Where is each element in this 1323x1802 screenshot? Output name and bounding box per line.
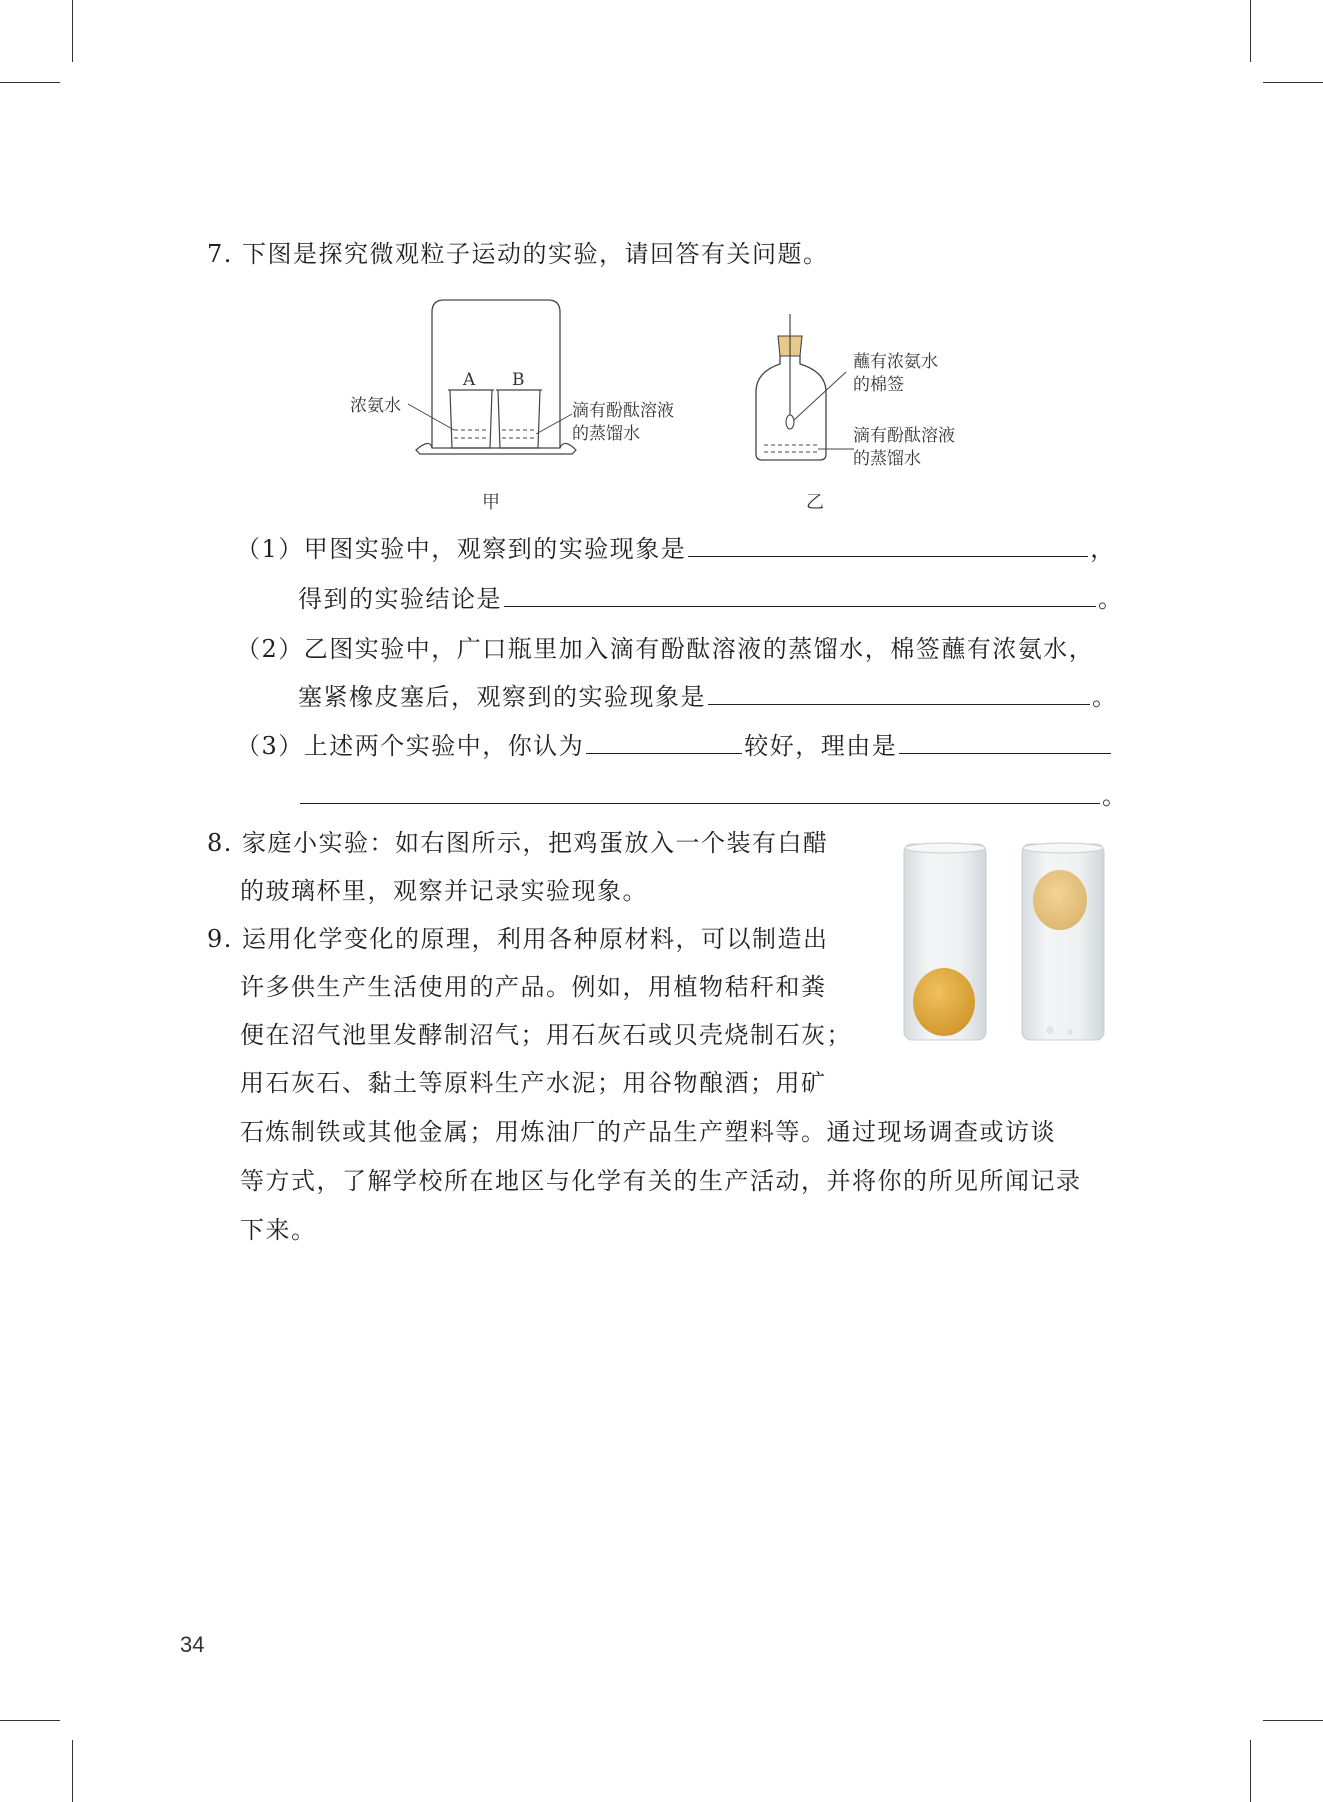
answer-blank[interactable] <box>300 781 1100 804</box>
jia-label-a: A <box>463 370 476 390</box>
jia-right-label-2: 的蒸馏水 <box>572 424 640 444</box>
crop-mark <box>72 0 73 62</box>
crop-mark <box>1250 0 1251 62</box>
yi-top-label-2: 的棉签 <box>853 375 904 395</box>
jia-right-label-1: 滴有酚酞溶液 <box>572 401 674 421</box>
q9-line2: 许多供生产生活使用的产品。例如，用植物秸秆和粪 <box>240 973 827 1001</box>
q7-sub3-line1 <box>236 731 1113 761</box>
egg-vinegar-photo <box>900 840 1140 1040</box>
q7-sub2-line1: （2）乙图实验中，广口瓶里加入滴有酚酞溶液的蒸馏水，棉签蘸有浓氨水， <box>236 635 1095 663</box>
yi-caption: 乙 <box>806 492 824 513</box>
answer-blank[interactable] <box>708 682 1090 705</box>
q7-sub3-line2 <box>298 781 1128 811</box>
q7-sub1-text: （1）甲图实验中，观察到的实验现象是 <box>236 535 687 563</box>
yi-bottom-label-1: 滴有酚酞溶液 <box>853 426 955 446</box>
q9-line7: 下来。 <box>240 1216 317 1244</box>
yi-bottom-label-2: 的蒸馏水 <box>853 449 921 469</box>
jia-label-b: B <box>512 370 525 390</box>
jia-left-label: 浓氨水 <box>350 396 401 416</box>
answer-blank[interactable] <box>899 731 1111 754</box>
q7-sub2-line2 <box>298 682 1118 712</box>
q7-sub2-end: 。 <box>1092 683 1118 711</box>
q7-sub3-text: （3）上述两个实验中，你认为 <box>236 732 585 760</box>
q7-sub1-line2 <box>298 584 1124 614</box>
crop-mark <box>1250 1740 1251 1802</box>
q7-sub1-end: ， <box>1090 535 1116 563</box>
crop-mark <box>72 1740 73 1802</box>
q7-sub2-text: 塞紧橡皮塞后，观察到的实验现象是 <box>298 683 706 711</box>
answer-blank[interactable] <box>688 534 1088 557</box>
crop-mark <box>1263 1720 1323 1721</box>
crop-mark <box>0 1720 60 1721</box>
q7-sub1-conclusion-end: 。 <box>1098 585 1124 613</box>
q7-sub1-conclusion-text: 得到的实验结论是 <box>298 585 502 613</box>
q9-line5: 石炼制铁或其他金属；用炼油厂的产品生产塑料等。通过现场调查或访谈 <box>240 1118 1056 1146</box>
answer-blank[interactable] <box>504 584 1096 607</box>
jia-apparatus-drawing <box>420 298 620 498</box>
page-number: 34 <box>180 1632 205 1657</box>
crop-mark <box>0 82 60 83</box>
q7-sub3-mid: 较好，理由是 <box>744 732 898 760</box>
q8-line1: 8. 家庭小实验：如右图所示，把鸡蛋放入一个装有白醋 <box>207 829 829 857</box>
jia-caption: 甲 <box>482 492 500 513</box>
egg-sunk <box>913 968 975 1036</box>
q9-line3: 便在沼气池里发酵制沼气；用石灰石或贝壳烧制石灰； <box>240 1021 852 1049</box>
q7-sub1-line1 <box>236 534 1116 564</box>
q7-stem: 7. 下图是探究微观粒子运动的实验，请回答有关问题。 <box>207 240 829 268</box>
yi-top-label-1: 蘸有浓氨水 <box>853 352 938 372</box>
q8-line2: 的玻璃杯里，观察并记录实验现象。 <box>240 877 648 905</box>
q9-line6: 等方式，了解学校所在地区与化学有关的生产活动，并将你的所见所闻记录 <box>240 1167 1082 1195</box>
q9-line1: 9. 运用化学变化的原理，利用各种原材料，可以制造出 <box>207 925 829 953</box>
crop-mark <box>1263 82 1323 83</box>
egg-floating <box>1033 870 1087 930</box>
q9-line4: 用石灰石、黏土等原料生产水泥；用谷物酿酒；用矿 <box>240 1069 827 1097</box>
answer-blank[interactable] <box>586 731 742 754</box>
q7-sub3-end: 。 <box>1102 782 1128 810</box>
